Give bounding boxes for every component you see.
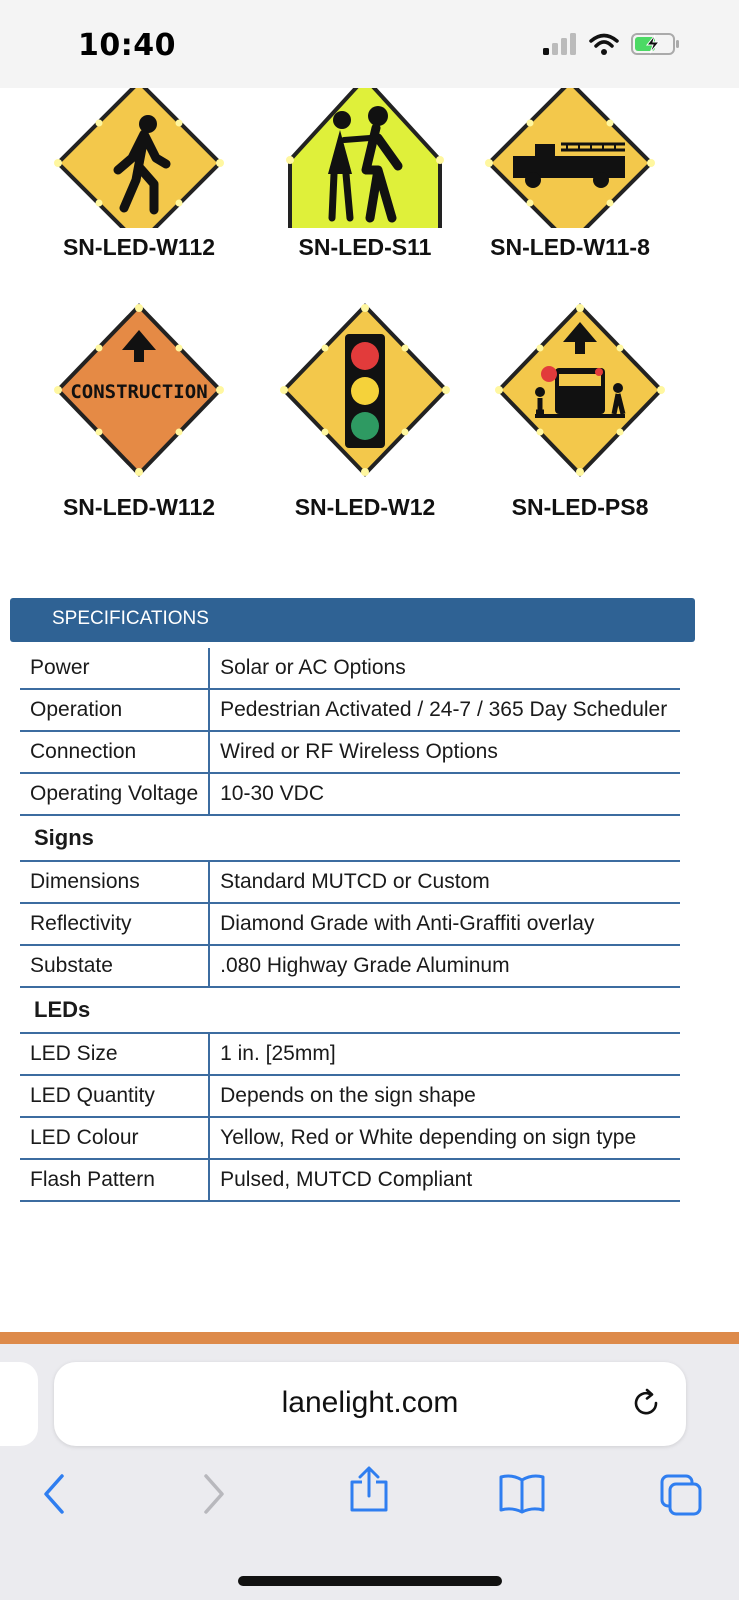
table-row xyxy=(20,648,680,689)
spec-value: Diamond Grade with Anti-Graffiti overlay xyxy=(209,903,680,945)
spec-key: Power xyxy=(20,648,209,689)
spec-value: 10-30 VDC xyxy=(209,773,680,815)
table-row xyxy=(20,1117,680,1159)
table-row xyxy=(20,1159,680,1201)
table-row xyxy=(20,731,680,773)
tabs-icon[interactable] xyxy=(658,1472,704,1518)
spec-key: LED Colour xyxy=(20,1117,209,1159)
sign-item[interactable] xyxy=(24,298,254,521)
spec-key: Operating Voltage xyxy=(20,773,209,815)
spec-key: Substate xyxy=(20,945,209,987)
sign-item[interactable] xyxy=(465,298,695,521)
sign-item[interactable] xyxy=(24,88,254,261)
wifi-icon xyxy=(589,33,619,55)
school-crossing-sign-icon xyxy=(280,88,450,228)
sign-item[interactable] xyxy=(250,88,480,261)
sign-code: SN-LED-S11 xyxy=(298,234,432,260)
spec-key: Connection xyxy=(20,731,209,773)
spec-value: Standard MUTCD or Custom xyxy=(209,861,680,903)
status-icons xyxy=(543,32,681,56)
url-text: lanelight.com xyxy=(281,1386,459,1419)
sign-code: SN-LED-W11-8 xyxy=(490,234,650,260)
status-bar xyxy=(0,0,739,88)
table-row xyxy=(20,903,680,945)
school-bus-stop-sign-icon xyxy=(485,298,675,488)
section-heading-leds xyxy=(20,987,680,1033)
sign-code: SN-LED-W12 xyxy=(294,494,436,520)
sign-item[interactable] xyxy=(250,298,480,521)
page-footer-stripe xyxy=(0,1332,739,1344)
spec-value: Depends on the sign shape xyxy=(209,1075,680,1117)
reload-icon[interactable] xyxy=(630,1386,664,1420)
sign-item[interactable] xyxy=(455,88,685,261)
home-indicator[interactable] xyxy=(238,1576,502,1586)
previous-tab-preview[interactable] xyxy=(0,1362,38,1446)
construction-sign-icon xyxy=(44,298,234,488)
bookmarks-icon[interactable] xyxy=(498,1472,546,1516)
sign-code: SN-LED-W112 xyxy=(62,494,216,520)
specifications-title: SPECIFICATIONS xyxy=(52,608,209,629)
share-icon[interactable] xyxy=(348,1466,390,1514)
cellular-signal-icon xyxy=(543,33,577,55)
fire-truck-sign-icon xyxy=(475,88,665,228)
table-row xyxy=(20,1075,680,1117)
spec-key: LED Size xyxy=(20,1033,209,1075)
traffic-light-sign-icon xyxy=(270,298,460,488)
table-row xyxy=(20,773,680,815)
spec-key: Flash Pattern xyxy=(20,1159,209,1201)
pedestrian-crossing-sign-icon xyxy=(44,88,234,228)
specifications-table xyxy=(20,648,680,1202)
battery-charging-icon xyxy=(631,32,681,56)
spec-value: 1 in. [25mm] xyxy=(209,1033,680,1075)
section-title: Signs xyxy=(20,815,680,861)
spec-value: Wired or RF Wireless Options xyxy=(209,731,680,773)
spec-key: LED Quantity xyxy=(20,1075,209,1117)
construction-sign-text: CONSTRUCTION xyxy=(70,381,208,403)
status-time: 10:40 xyxy=(78,28,176,63)
table-row xyxy=(20,945,680,987)
spec-key: Reflectivity xyxy=(20,903,209,945)
forward-arrow-icon[interactable] xyxy=(198,1472,228,1516)
spec-value: Solar or AC Options xyxy=(209,648,680,689)
spec-value: Yellow, Red or White depending on sign type xyxy=(209,1117,680,1159)
spec-key: Operation xyxy=(20,689,209,731)
spec-value: Pedestrian Activated / 24-7 / 365 Day Scheduler xyxy=(209,689,680,731)
spec-value: .080 Highway Grade Aluminum xyxy=(209,945,680,987)
table-row xyxy=(20,1033,680,1075)
back-arrow-icon[interactable] xyxy=(40,1472,70,1516)
spec-key: Dimensions xyxy=(20,861,209,903)
section-heading-signs xyxy=(20,815,680,861)
specifications-header xyxy=(10,598,695,642)
address-bar[interactable] xyxy=(54,1362,686,1446)
spec-value: Pulsed, MUTCD Compliant xyxy=(209,1159,680,1201)
sign-code: SN-LED-PS8 xyxy=(511,494,649,520)
web-page-content xyxy=(0,88,739,1328)
sign-code: SN-LED-W112 xyxy=(62,234,216,260)
table-row xyxy=(20,689,680,731)
section-title: LEDs xyxy=(20,987,680,1033)
browser-toolbar xyxy=(0,1344,739,1600)
table-row xyxy=(20,861,680,903)
